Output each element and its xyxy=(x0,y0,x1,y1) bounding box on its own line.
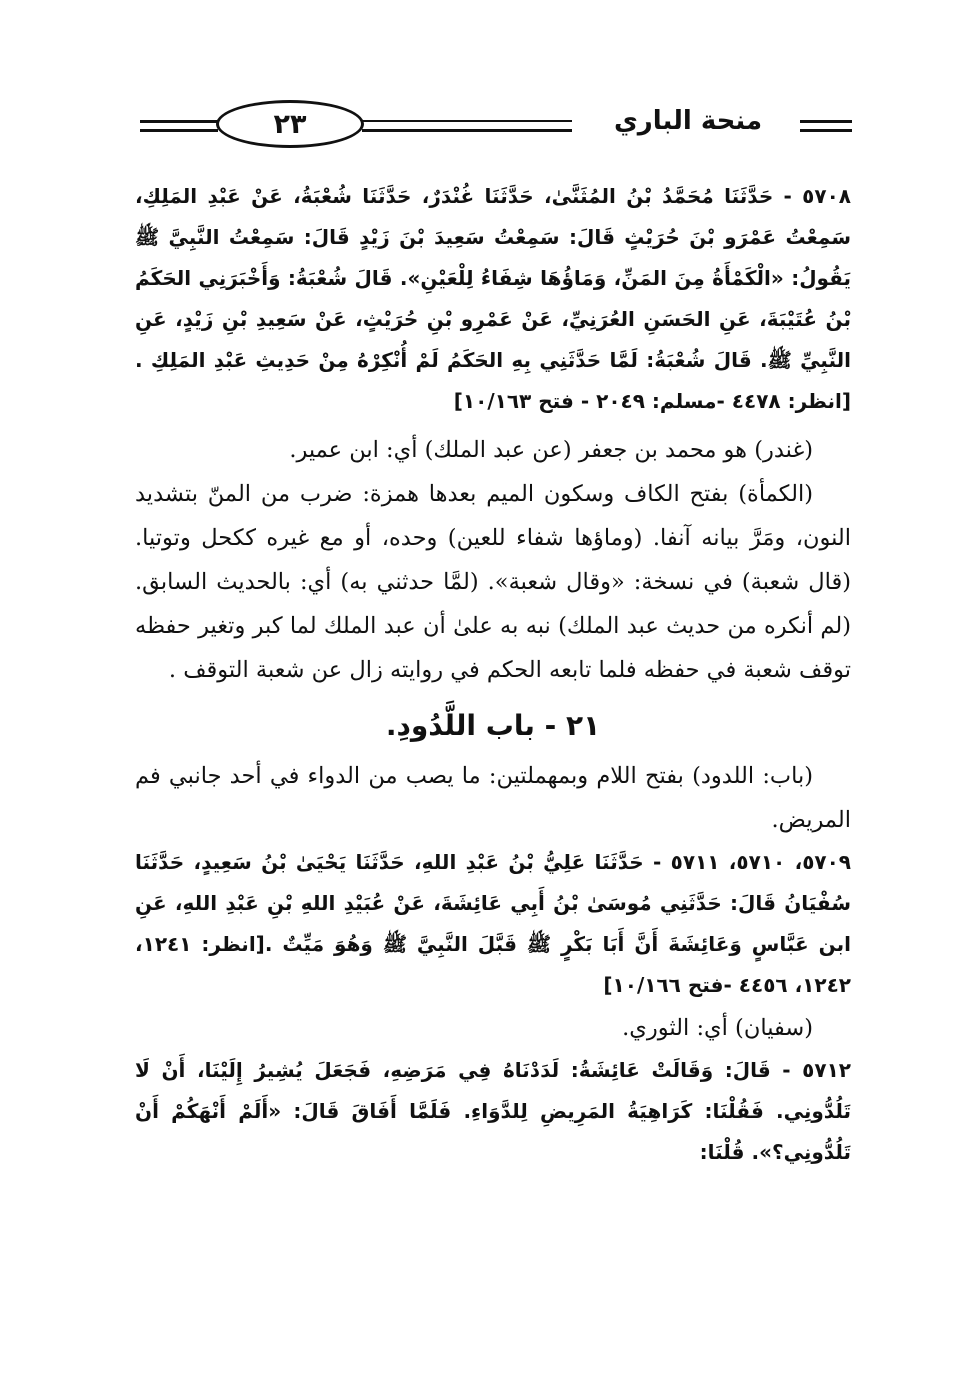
chapter-heading: ٢١ - باب اللَّدُودِ. xyxy=(385,709,601,742)
header-rule xyxy=(362,120,572,122)
page-number: ٢٣ xyxy=(273,108,307,140)
hadith-text: ٥٧٠٨ - حَدَّثَنَا مُحَمَّدُ بْنُ المُثَنَّىٰ، حَدَّثَنَا غُنْدَرٌ، حَدَّثَنَا شُعْبَةُ، عَنْ عَبْدِ المَلِكِ، سَمِعْتُ عَمْرَو بْنَ حُرَيْثٍ قَالَ: سَمِعْتُ سَعِيدَ بْنَ زَيْدٍ قَالَ: سَمِعْتُ النَّبِيَّ ﷺ يَقُولُ: «الْكَمْأَةُ مِنَ المَنِّ، وَمَاؤُهَا شِفَاءُ لِلْعَيْنِ». قَالَ شُعْبَةُ: وَأَخْبَرَنِي الحَكَمُ بْنُ عُتَيْبَةَ، عَنِ الحَسَنِ العُرَنِيِّ، عَنْ عَمْرِو بْنِ حُرَيْثٍ، عَنْ سَعِيدِ بْنِ زَيْدٍ، عَنِ النَّبِيِّ ﷺ. قَالَ شُعْبَةُ: لَمَّا حَدَّثَنِي بِهِ الحَكَمُ لَمْ أُنْكِرْهُ مِنْ حَدِيثِ عَبْدِ المَلِكِ .[انظر: ٤٤٧٨ -مسلم: ٢٠٤٩ - فتح ١٠/١٦٣] xyxy=(135,184,851,413)
commentary-paragraph: (باب: اللدود) بفتح اللام وبمهملتين: ما يصب من الدواء في أحد جانبي فم المريض. xyxy=(135,763,851,833)
header-rule xyxy=(140,120,218,123)
commentary-paragraph: (الكمأة) بفتح الكاف وسكون الميم بعدها همزة: ضرب من المنّ بتشديد النون، ومَرَّ بيانه آنفا. (وماؤها شفاء للعين) وحده، أو مع غيره ككحل وتوتيا. (قال شعبة) في نسخة: «وقال شعبة». (لمَّا حدثني به) أي: بالحديث السابق. (لم أنكره من حديث عبد الملك) نبه به علىٰ أن عبد الملك لما كبر وتغير حفظه توقف شعبة في حفظه فلما تابعه الحكم في روايته زال عن شعبة التوقف . xyxy=(135,481,851,683)
hadith-text: ٥٧١٢ - قَالَ: وَقَالَتْ عَائِشَةُ: لَدَدْنَاهُ فِي مَرَضِهِ، فَجَعَلَ يُشِيرُ إِلَيْنَا، أَنْ لَا تَلُدُّونِي. فَقُلْنَا: كَرَاهِيَةُ المَرِيضِ لِلدَّوَاءِ. فَلَمَّا أَفَاقَ قَالَ: «أَلَمْ أَنْهَكُمْ أَنْ تَلُدُّونِي؟». قُلْنَا: xyxy=(135,1058,851,1164)
header-rule xyxy=(140,129,218,132)
header-rule xyxy=(800,120,852,123)
hadith-text: ٥٧٠٩، ٥٧١٠، ٥٧١١ - حَدَّثَنَا عَلِيُّ بْنُ عَبْدِ اللهِ، حَدَّثَنَا يَحْيَىٰ بْنُ سَعِيدٍ، حَدَّثَنَا سُفْيَانُ قَالَ: حَدَّثَنِي مُوسَىٰ بْنُ أَبِي عَائِشَةَ، عَنْ عُبَيْدِ اللهِ بْنِ عَبْدِ اللهِ، عَنِ ابن عَبَّاسٍ وَعَائِشَةَ أَنَّ أَبَا بَكْرٍ ﷺ قَبَّلَ النَّبِيَّ ﷺ وَهُوَ مَيِّتٌ .[انظر: ١٢٤١، ١٢٤٢، ٤٤٥٦ -فتح ١٠/١٦٦] xyxy=(135,850,852,997)
page-number-frame xyxy=(216,100,364,148)
commentary-paragraph: (غندر) هو محمد بن جعفر (عن عبد الملك) أي: ابن عمير. xyxy=(289,437,813,463)
page-header xyxy=(140,98,852,152)
commentary-paragraph: (سفيان) أي: الثوري. xyxy=(622,1015,813,1041)
header-rule xyxy=(362,129,572,132)
page-body xyxy=(135,176,851,1173)
header-rule xyxy=(800,129,852,132)
running-title: منحة الباري xyxy=(613,106,763,136)
